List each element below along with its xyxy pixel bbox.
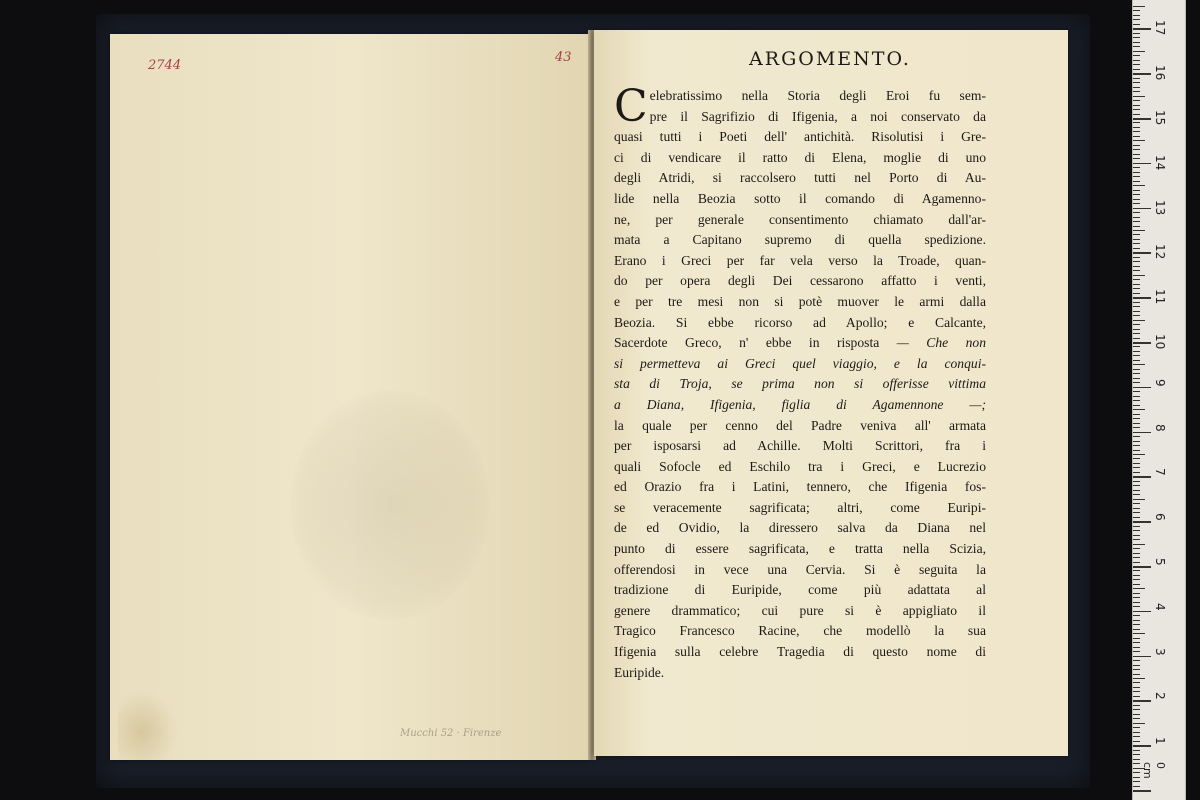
ruler-tick [1133, 629, 1140, 630]
ruler-tick [1133, 51, 1145, 52]
ruler-tick [1133, 745, 1151, 747]
ruler-tick [1133, 302, 1140, 303]
line-text: Euripide. [614, 664, 665, 680]
ruler-tick [1133, 535, 1140, 536]
ruler-tick [1133, 279, 1140, 280]
ruler-tick [1133, 203, 1140, 204]
ruler-tick [1133, 122, 1140, 123]
line-text: Erano i Greci per far vela verso la Troade, quan- [614, 252, 986, 268]
ruler-tick [1133, 87, 1140, 88]
ruler-tick [1133, 736, 1140, 737]
ruler-number: 7 [1153, 468, 1167, 477]
ruler-tick [1133, 118, 1151, 120]
ruler-tick [1133, 674, 1140, 675]
ruler-tick [1133, 566, 1151, 568]
ruler-tick [1133, 423, 1140, 424]
ruler-unit-label: 0 cm [1141, 762, 1167, 779]
ruler-tick [1133, 526, 1140, 527]
ruler-tick [1133, 252, 1151, 254]
ruler-tick [1133, 194, 1140, 195]
ruler-tick [1133, 588, 1145, 589]
ruler-tick [1133, 553, 1140, 554]
measuring-ruler [1132, 0, 1186, 800]
text-line [614, 333, 986, 354]
ruler-tick [1133, 167, 1140, 168]
line-text: mata a Capitano supremo di quella spedizione. [614, 232, 986, 248]
ruler-tick [1133, 33, 1140, 34]
ruler-tick [1133, 620, 1140, 621]
ruler-tick [1133, 73, 1151, 75]
text-line [614, 539, 986, 560]
ruler-tick [1133, 55, 1140, 56]
ruler-tick [1133, 181, 1140, 182]
ruler-tick [1133, 647, 1140, 648]
ruler-tick [1133, 700, 1151, 702]
line-text: genere drammatico; cui pure si è appigliato il [614, 602, 986, 618]
text-line [614, 271, 986, 292]
ruler-tick [1133, 651, 1140, 652]
ruler-tick [1133, 239, 1140, 240]
ruler-tick [1133, 311, 1140, 312]
text-line [614, 580, 986, 601]
line-text: do per opera degli Dei cessarono affatto i venti, [614, 273, 986, 289]
ruler-tick [1133, 378, 1140, 379]
text-line [614, 518, 986, 539]
ruler-tick [1133, 226, 1140, 227]
line-italic-text: — Che non [896, 335, 987, 351]
ruler-tick [1133, 185, 1145, 186]
ruler-tick [1133, 405, 1140, 406]
handwritten-mark: 43 [555, 50, 572, 65]
line-text: lide nella Beozia sotto il comando di Agamenno- [614, 190, 986, 206]
text-line [614, 601, 986, 622]
text-line [614, 621, 986, 642]
ruler-tick [1133, 28, 1151, 30]
line-text: punto di essere sagrificata, e tratta nella Scizia, [614, 541, 986, 557]
ruler-tick [1133, 355, 1140, 356]
ruler-tick [1133, 718, 1140, 719]
ruler-number: 9 [1153, 378, 1167, 387]
text-line [614, 477, 986, 498]
line-text: e per tre mesi non si potè muover le armi dalla [614, 293, 986, 309]
text-line [614, 313, 986, 334]
ruler-tick [1133, 472, 1140, 473]
ruler-tick [1133, 172, 1140, 173]
ruler-number: 5 [1153, 558, 1167, 566]
text-line [614, 560, 986, 581]
ruler-tick [1133, 562, 1140, 563]
ruler-tick [1133, 669, 1140, 670]
line-italic-text: si permetteva ai Greci quel viaggio, e la conqui- [614, 355, 986, 371]
ruler-tick [1133, 512, 1140, 513]
ruler-tick [1133, 638, 1140, 639]
ruler-tick [1133, 414, 1140, 415]
ruler-tick [1133, 606, 1140, 607]
ruler-tick [1133, 441, 1140, 442]
ruler-tick [1133, 266, 1140, 267]
ruler-tick [1133, 131, 1140, 132]
ruler-tick [1133, 611, 1151, 613]
line-text: ci di vendicare il ratto di Elena, moglie di uno [614, 149, 986, 165]
text-line [614, 230, 986, 251]
ruler-tick [1133, 557, 1140, 558]
ruler-tick [1133, 140, 1145, 141]
ruler-tick [1133, 234, 1140, 235]
text-line [614, 148, 986, 169]
line-text: per isposarsi ad Achille. Molti Scrittori, fra i [614, 438, 986, 454]
ruler-tick [1133, 320, 1145, 321]
handwritten-note: 2744 [148, 58, 182, 73]
ruler-tick [1133, 373, 1140, 374]
line-text: elebratissimo nella Storia degli Eroi fu sem- [649, 88, 986, 103]
line-italic-text: a Diana, Ifigenia, figlia di Agamennone —; [614, 396, 986, 412]
ruler-tick [1133, 105, 1140, 106]
line-text: de ed Ovidio, la diressero salva da Diana nel [614, 520, 986, 536]
ruler-tick [1133, 10, 1140, 11]
line-text: se veracemente sagrificata; altri, come Euripi- [614, 499, 986, 515]
ruler-tick [1133, 315, 1140, 316]
ruler-tick [1133, 454, 1145, 455]
ruler-tick [1133, 642, 1140, 643]
ruler-tick [1133, 163, 1151, 165]
line-text: tradizione di Euripide, come più adattata al [614, 582, 986, 598]
ruler-tick [1133, 691, 1140, 692]
ruler-tick [1133, 230, 1145, 231]
text-line [614, 457, 986, 478]
ruler-number: 6 [1153, 513, 1167, 521]
text-line [614, 251, 986, 272]
ruler-tick [1133, 494, 1140, 495]
ruler-tick [1133, 78, 1140, 79]
ruler-tick [1133, 396, 1140, 397]
argument-text [614, 81, 987, 683]
ruler-tick [1133, 476, 1151, 478]
ruler-tick [1133, 351, 1140, 352]
ruler-tick [1133, 212, 1140, 213]
ruler-tick [1133, 579, 1140, 580]
ruler-tick [1133, 6, 1145, 7]
ruler-tick [1133, 548, 1140, 549]
ruler-tick [1133, 248, 1140, 249]
line-text: ne, per generale consentimento chiamato dall'ar- [614, 211, 986, 227]
ruler-tick [1133, 732, 1140, 733]
left-page [110, 34, 590, 760]
line-text: quasi tutti i Poeti dell' antichità. Risolutisi i Gre- [614, 129, 986, 145]
page-heading: ARGOMENTO. [749, 48, 911, 70]
ruler-tick [1133, 463, 1140, 464]
ruler-tick [1133, 190, 1140, 191]
ruler-tick [1133, 521, 1151, 523]
ruler-number: 10 [1153, 334, 1167, 350]
paper-stain [118, 690, 178, 760]
ruler-tick [1133, 199, 1140, 200]
ruler-tick [1133, 503, 1140, 504]
line-text: degli Atridi, si raccolsero tutti nel Porto di Au- [614, 170, 986, 186]
text-line [614, 498, 986, 519]
ruler-tick [1133, 544, 1145, 545]
ruler-tick [1133, 127, 1140, 128]
ruler-tick [1133, 261, 1140, 262]
ruler-tick [1133, 781, 1140, 782]
ruler-tick [1133, 656, 1151, 658]
ruler-tick [1133, 570, 1140, 571]
text-line [614, 210, 986, 231]
ruler-tick [1133, 270, 1140, 271]
ruler-tick [1133, 360, 1140, 361]
ruler-tick [1133, 136, 1140, 137]
ruler-tick [1133, 100, 1140, 101]
text-line [614, 354, 986, 375]
ruler-tick [1133, 727, 1140, 728]
text-line [614, 292, 986, 313]
ruler-tick [1133, 338, 1140, 339]
ruler-tick [1133, 790, 1151, 792]
ruler-number: 17 [1153, 20, 1167, 36]
ruler-tick [1133, 293, 1140, 294]
pencil-note: Mucchi 52 · Firenze [400, 728, 502, 739]
ruler-tick [1133, 499, 1145, 500]
ruler-tick [1133, 530, 1140, 531]
ruler-tick [1133, 64, 1140, 65]
ruler-tick [1133, 458, 1140, 459]
ruler-tick [1133, 297, 1151, 299]
ruler-tick [1133, 539, 1140, 540]
ruler-tick [1133, 114, 1140, 115]
ruler-tick [1133, 19, 1140, 20]
ruler-tick [1133, 369, 1140, 370]
text-line [614, 127, 986, 148]
text-line [614, 374, 986, 395]
ruler-tick [1133, 364, 1145, 365]
ruler-tick [1133, 772, 1140, 773]
text-line [614, 107, 986, 128]
ruler-tick [1133, 714, 1140, 715]
ruler-tick [1133, 15, 1140, 16]
ruler-number: 13 [1153, 199, 1167, 215]
ruler-number: 14 [1153, 154, 1167, 171]
ruler-tick [1133, 91, 1140, 92]
ruler-tick [1133, 275, 1145, 276]
ruler-number: 12 [1153, 244, 1167, 260]
ruler-number: 15 [1153, 110, 1167, 126]
line-text: offerendosi in vece una Cervia. Si è seguita la [614, 561, 986, 577]
line-text: quali Sofocle ed Eschilo tra i Greci, e Lucrezio [614, 458, 986, 474]
line-text: pre il Sagrifizio di Ifigenia, a noi conservato da [649, 108, 986, 124]
ruler-tick [1133, 208, 1151, 210]
ruler-tick [1133, 176, 1140, 177]
line-text: Ifigenia sulla celebre Tragedia di questo nome di [614, 644, 986, 660]
ruler-number: 3 [1153, 647, 1167, 656]
text-line [614, 663, 986, 684]
ruler-tick [1133, 60, 1140, 61]
ruler-number: 4 [1153, 602, 1167, 611]
ruler-tick [1133, 221, 1140, 222]
ruler-tick [1133, 602, 1140, 603]
ruler-tick [1133, 723, 1145, 724]
ruler-tick [1133, 243, 1140, 244]
ruler-number: 8 [1153, 423, 1167, 432]
ruler-tick [1133, 387, 1151, 389]
ruler-tick [1133, 665, 1140, 666]
ruler-tick [1133, 96, 1145, 97]
ruler-tick [1133, 109, 1140, 110]
ruler-number: 2 [1153, 692, 1167, 701]
ruler-tick [1133, 82, 1140, 83]
drop-cap: C [614, 81, 648, 132]
ruler-tick [1133, 597, 1140, 598]
text-line [614, 416, 986, 437]
text-line [614, 189, 986, 210]
ruler-tick [1133, 329, 1140, 330]
ruler-tick [1133, 217, 1140, 218]
ruler-tick [1133, 42, 1140, 43]
line-text: Beozia. Si ebbe ricorso ad Apollo; e Calcante, [614, 314, 986, 330]
line-text: Sacerdote Greco, n' ebbe in risposta [614, 335, 897, 351]
ruler-tick [1133, 709, 1140, 710]
ruler-tick [1133, 149, 1140, 150]
ruler-tick [1133, 450, 1140, 451]
line-text: la quale per cenno del Padre veniva all' armata [614, 417, 986, 433]
ruler-tick [1133, 284, 1140, 285]
ruler-tick [1133, 517, 1140, 518]
text-line [614, 642, 986, 663]
ruler-tick [1133, 409, 1145, 410]
ruler-tick [1133, 418, 1140, 419]
ruler-tick [1133, 508, 1140, 509]
ruler-tick [1133, 741, 1140, 742]
ruler-number: 16 [1153, 65, 1167, 81]
ruler-tick [1133, 333, 1140, 334]
ruler-tick [1133, 69, 1140, 70]
ruler-number: 11 [1153, 289, 1167, 305]
ruler-tick [1133, 615, 1140, 616]
text-line [614, 395, 986, 416]
ruler-tick [1133, 777, 1140, 778]
ruler-tick [1133, 584, 1140, 585]
ruler-tick [1133, 346, 1140, 347]
text-line [614, 168, 986, 189]
ruler-tick [1133, 427, 1140, 428]
ruler-tick [1133, 432, 1151, 434]
ruler-tick [1133, 24, 1140, 25]
ruler-tick [1133, 786, 1140, 787]
ruler-tick [1133, 400, 1140, 401]
ruler-tick [1133, 145, 1140, 146]
ruler-tick [1133, 436, 1140, 437]
ruler-tick [1133, 46, 1140, 47]
ruler-tick [1133, 750, 1140, 751]
ruler-tick [1133, 633, 1145, 634]
ruler-tick [1133, 467, 1140, 468]
ruler-tick [1133, 593, 1140, 594]
ruler-tick [1133, 391, 1140, 392]
ruler-tick [1133, 288, 1140, 289]
ruler-tick [1133, 687, 1140, 688]
ruler-tick [1133, 490, 1140, 491]
line-italic-text: sta di Troja, se prima non si offerisse vittima [614, 376, 986, 392]
ruler-tick [1133, 705, 1140, 706]
ruler-tick [1133, 754, 1140, 755]
ruler-tick [1133, 763, 1140, 764]
ruler-tick [1133, 382, 1140, 383]
ruler-tick [1133, 485, 1140, 486]
ruler-tick [1133, 696, 1140, 697]
ruler-tick [1133, 257, 1140, 258]
ruler-tick [1133, 324, 1140, 325]
ruler-tick [1133, 759, 1140, 760]
ruler-number: 1 [1153, 737, 1167, 745]
line-text: Tragico Francesco Racine, che modellò la sua [614, 623, 986, 639]
text-line [614, 436, 986, 457]
ruler-tick [1133, 37, 1140, 38]
line-text: ed Orazio fra i Latini, tennero, che Ifigenia fos- [614, 479, 986, 495]
show-through-seal [290, 390, 490, 620]
ruler-tick [1133, 682, 1140, 683]
ruler-tick [1133, 154, 1140, 155]
ruler-tick [1133, 342, 1151, 344]
ruler-tick [1133, 158, 1140, 159]
ruler-tick [1133, 445, 1140, 446]
ruler-tick [1133, 624, 1140, 625]
ruler-tick [1133, 306, 1140, 307]
ruler-tick [1133, 678, 1145, 679]
ruler-tick [1133, 575, 1140, 576]
ruler-tick [1133, 660, 1140, 661]
ruler-tick [1133, 481, 1140, 482]
